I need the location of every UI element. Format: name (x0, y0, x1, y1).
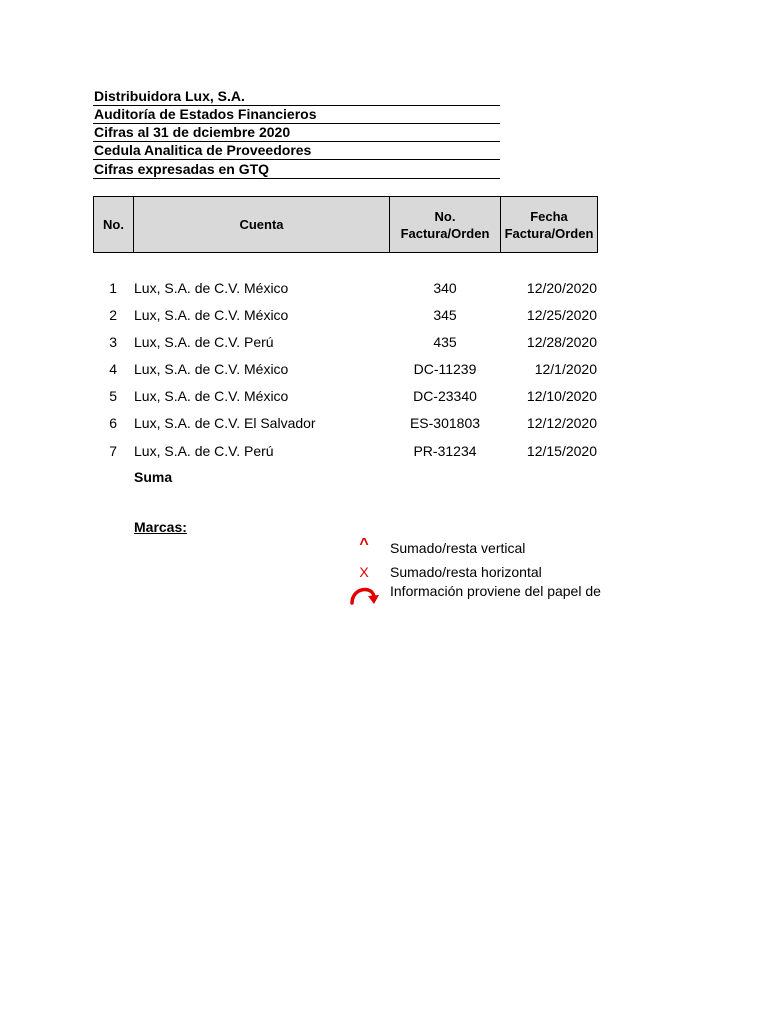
header-currency: Cifras expresadas en GTQ (93, 161, 500, 179)
table-row (93, 413, 598, 433)
table-row (93, 359, 598, 379)
row-invoice: ES-301803 (409, 415, 481, 431)
row-number: 6 (109, 415, 117, 431)
column-account: Cuenta (134, 197, 390, 253)
table-row (93, 332, 598, 352)
row-date: 12/10/2020 (526, 388, 597, 404)
row-account: Lux, S.A. de C.V. El Salvador (134, 415, 316, 431)
row-number: 5 (109, 388, 117, 404)
caret-mark-icon: ^ (359, 536, 369, 553)
header-period: Cifras al 31 de dciembre 2020 (93, 124, 500, 142)
row-date: 12/28/2020 (526, 334, 597, 350)
x-mark-icon: X (359, 564, 369, 580)
row-invoice: 345 (433, 307, 457, 323)
row-invoice: DC-11239 (413, 361, 477, 377)
column-no: No. (94, 197, 134, 253)
row-number: 4 (109, 361, 117, 377)
row-invoice: 435 (433, 334, 457, 350)
row-number: 3 (109, 334, 117, 350)
row-account: Lux, S.A. de C.V. México (134, 307, 289, 323)
curved-arrow-icon (348, 583, 380, 610)
column-invoice (390, 197, 501, 253)
header-company: Distribuidora Lux, S.A. (93, 88, 500, 106)
row-invoice: DC-23340 (413, 388, 477, 404)
column-date (501, 197, 598, 253)
mark-text: Sumado/resta vertical (390, 540, 526, 556)
table-header (93, 196, 598, 253)
table-row (93, 278, 598, 298)
column-invoice-line1: No. (434, 208, 456, 224)
table-row (93, 386, 598, 406)
total-label: Suma (134, 469, 173, 485)
row-date: 12/12/2020 (526, 415, 597, 431)
mark-text: Información proviene del papel de (390, 583, 601, 599)
row-number: 1 (109, 280, 117, 296)
row-date: 12/15/2020 (526, 443, 597, 459)
row-account: Lux, S.A. de C.V. Perú (134, 443, 274, 459)
marks-title: Marcas: (134, 519, 187, 535)
row-number: 2 (109, 307, 117, 323)
table-row (93, 305, 598, 325)
row-account: Lux, S.A. de C.V. Perú (134, 334, 274, 350)
row-invoice: 340 (433, 280, 457, 296)
table-row (93, 441, 598, 461)
row-invoice: PR-31234 (413, 443, 477, 459)
column-date-line1: Fecha (530, 208, 568, 224)
column-invoice-line2: Factura/Orden (400, 225, 490, 241)
mark-text: Sumado/resta horizontal (390, 564, 542, 580)
row-date: 12/25/2020 (526, 307, 597, 323)
row-number: 7 (109, 443, 117, 459)
column-date-line2: Factura/Orden (504, 225, 594, 241)
row-account: Lux, S.A. de C.V. México (134, 388, 289, 404)
row-account: Lux, S.A. de C.V. México (134, 361, 289, 377)
row-account: Lux, S.A. de C.V. México (134, 280, 289, 296)
header-schedule: Cedula Analitica de Proveedores (93, 142, 500, 160)
header-audit: Auditoría de Estados Financieros (93, 106, 500, 124)
row-date: 12/20/2020 (526, 280, 597, 296)
row-date: 12/1/2020 (534, 361, 597, 377)
